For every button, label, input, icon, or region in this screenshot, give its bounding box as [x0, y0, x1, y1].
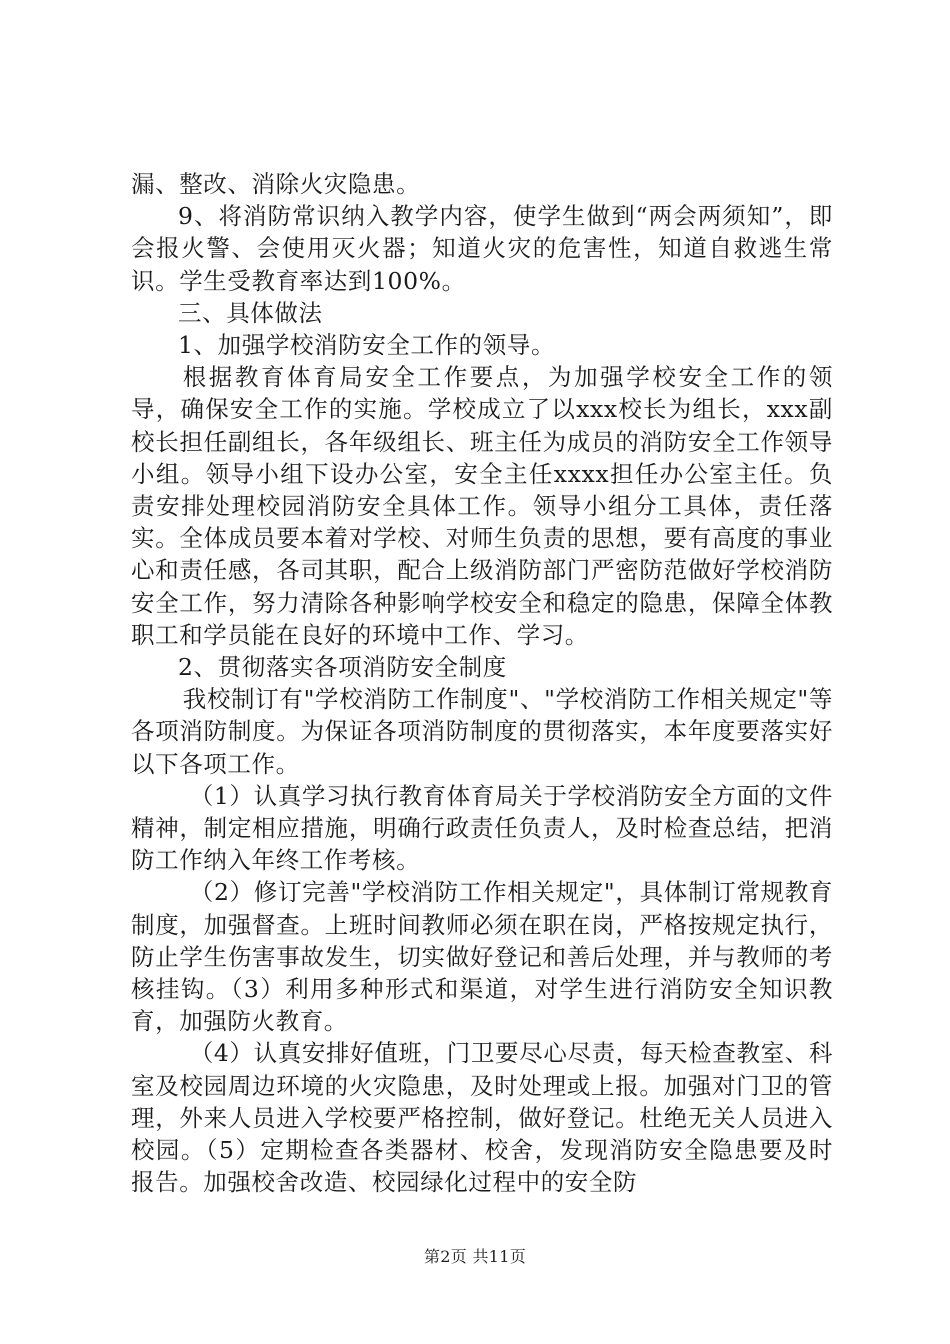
paragraph-item-4-5: （4）认真安排好值班，门卫要尽心尽责，每天检查教室、科室及校园周边环境的火灾隐患，及时处理或上报。加强对门卫的管理，外来人员进入学校要严格控制，做好登记。杜绝无关人员进入校园。（5）定期检查各类器材、校舍，发现消防安全隐患要及时报告。加强校舍改造、校园绿化过程中的安全防 [131, 1039, 833, 1197]
subheading-2: 2、贯彻落实各项消防安全制度 [178, 653, 507, 682]
document-body [131, 168, 833, 1199]
paragraph-item-2-3: （2）修订完善"学校消防工作相关规定"，具体制订常规教育制度，加强督查。上班时间教师必须在职在岗，严格按规定执行，防止学生伤害事故发生，切实做好登记和善后处理，并与教师的考核挂钩。（3）利用多种形式和渠道，对学生进行消防安全知识教育，加强防火教育。 [131, 878, 833, 1036]
paragraph-continuation: 漏、整改、消除火灾隐患。 [131, 170, 421, 198]
paragraph-leadership: 根据教育体育局安全工作要点，为加强学校安全工作的领导，确保安全工作的实施。学校成立了以xxx校长为组长，xxx副校长担任副组长，各年级组长、班主任为成员的消防安全工作领导小组。领导小组下设办公室，安全主任xxxx担任办公室主任。负责安排处理校园消防安全具体工作。领导小组分工具体，责任落实。全体成员要本着对学校、对师生负责的思想，要有高度的事业心和责任感，各司其职，配合上级消防部门严密防范做好学校消防安全工作，努力清除各种影响学校安全和稳定的隐患，保障全体教职工和学员能在良好的环境中工作、学习。 [131, 363, 833, 649]
page-number-footer: 第2页 共11页 [423, 1247, 527, 1266]
paragraph-item-1: （1）认真学习执行教育体育局关于学校消防安全方面的文件精神，制定相应措施，明确行政责任负责人，及时检查总结，把消防工作纳入年终工作考核。 [131, 781, 833, 875]
section-heading-3: 三、具体做法 [178, 298, 323, 327]
paragraph-regulations: 我校制订有"学校消防工作制度"、"学校消防工作相关规定"等各项消防制度。为保证各项消防制度的贯彻落实，本年度要落实好以下各项工作。 [131, 685, 833, 778]
paragraph-item-9: 9、将消防常识纳入教学内容，使学生做到“两会两须知”，即会报火警、会使用灭火器；知道火灾的危害性，知道自救逃生常识。学生受教育率达到100%。 [131, 202, 833, 295]
subheading-1: 1、加强学校消防安全工作的领导。 [178, 331, 556, 360]
